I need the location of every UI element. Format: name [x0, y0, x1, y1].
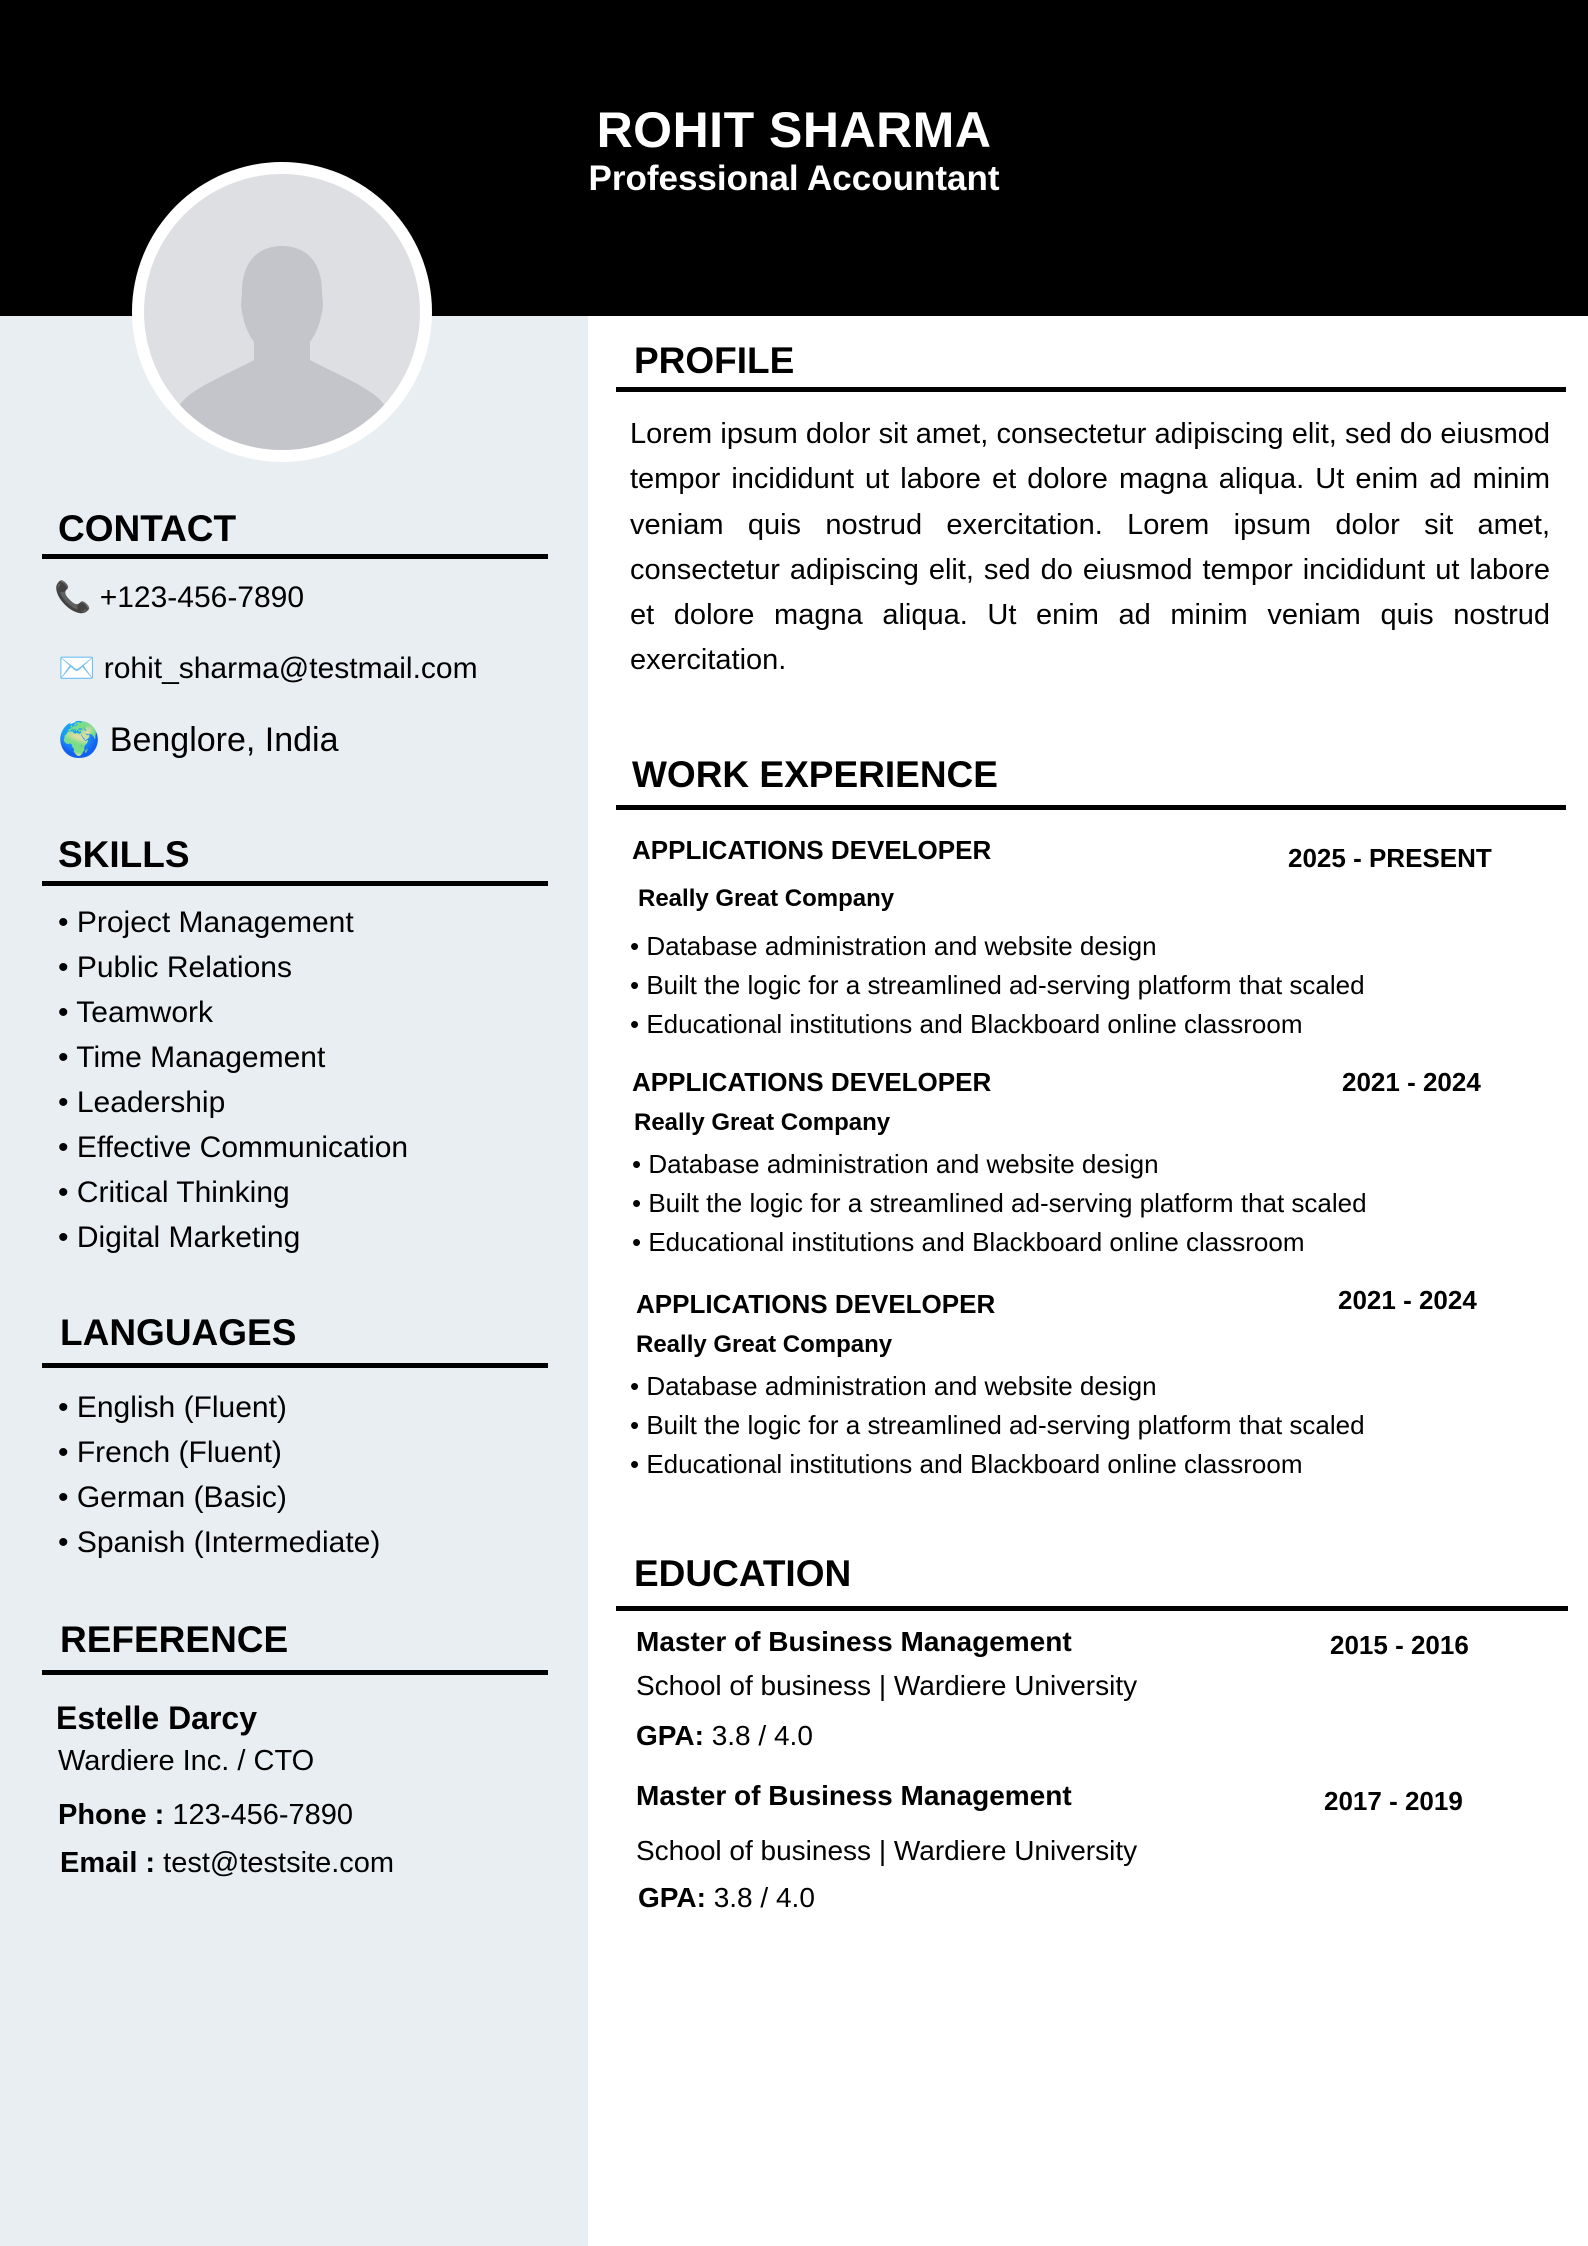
skill-item: • Teamwork — [58, 996, 213, 1029]
job-bullet: • Database administration and website design — [632, 1149, 1159, 1179]
job-dates: 2025 - PRESENT — [1288, 843, 1492, 873]
edu-gpa-label: GPA: — [636, 1720, 704, 1751]
profile-heading: PROFILE — [634, 340, 795, 381]
skill-item: • Critical Thinking — [58, 1176, 290, 1209]
job-title: APPLICATIONS DEVELOPER — [636, 1289, 996, 1319]
profile-text: Lorem ipsum dolor sit amet, consectetur adipiscing elit, sed do eiusmod tempor incididunt ut labore et dolore magna aliqua. Ut enim ad minim veniam quis nostrud exercitation. Lorem ipsum dolor sit amet, consectetur adipiscing elit, sed do eiusmod tempor incididunt ut labore et dolore magna aliqua. Ut enim ad minim veniam quis nostrud exercitation. — [630, 418, 1550, 677]
job-bullet: • Educational institutions and Blackboard online classroom — [630, 1449, 1303, 1479]
work-divider — [616, 805, 1566, 810]
contact-heading: CONTACT — [58, 508, 237, 549]
edu-degree: Master of Business Management — [636, 1780, 1072, 1811]
language-item: • French (Fluent) — [58, 1436, 282, 1469]
skills-divider — [42, 881, 548, 886]
job-bullet: • Built the logic for a streamlined ad-serving platform that scaled — [630, 970, 1365, 1000]
job-title: APPLICATIONS DEVELOPER — [632, 1067, 992, 1097]
contact-location: Benglore, India — [109, 721, 339, 759]
skills-heading: SKILLS — [58, 834, 190, 875]
reference-email-label: Email : — [60, 1847, 156, 1879]
edu-gpa-label: GPA: — [638, 1882, 706, 1913]
edu-gpa-row — [636, 1720, 813, 1752]
avatar — [132, 162, 432, 462]
contact-email[interactable]: rohit_sharma@testmail.com — [103, 652, 478, 685]
edu-school: School of business | Wardiere University — [636, 1835, 1138, 1866]
skill-item: • Public Relations — [58, 951, 292, 984]
edu-dates: 2017 - 2019 — [1324, 1786, 1463, 1816]
job-bullet: • Database administration and website design — [630, 1371, 1157, 1401]
job-company: Really Great Company — [634, 1109, 891, 1136]
person-silhouette-icon — [144, 174, 420, 450]
skill-item: • Leadership — [58, 1086, 226, 1119]
language-item: • Spanish (Intermediate) — [58, 1526, 381, 1559]
job-title: APPLICATIONS DEVELOPER — [632, 835, 992, 865]
language-item: • English (Fluent) — [58, 1391, 287, 1424]
job-company: Really Great Company — [636, 1331, 893, 1358]
job-bullet: • Built the logic for a streamlined ad-serving platform that scaled — [630, 1410, 1365, 1440]
languages-divider — [42, 1363, 548, 1368]
candidate-name: ROHIT SHARMA — [596, 102, 992, 158]
candidate-title: Professional Accountant — [588, 159, 1000, 198]
work-heading: WORK EXPERIENCE — [632, 754, 998, 795]
edu-school: School of business | Wardiere University — [636, 1670, 1138, 1701]
education-divider — [616, 1606, 1568, 1611]
edu-degree: Master of Business Management — [636, 1626, 1072, 1657]
globe-icon: 🌍 — [58, 721, 101, 759]
contact-email-row — [58, 651, 478, 686]
reference-phone-row — [58, 1799, 353, 1832]
job-bullet: • Educational institutions and Blackboard online classroom — [632, 1227, 1305, 1257]
reference-heading: REFERENCE — [60, 1619, 289, 1660]
reference-email-row — [60, 1847, 394, 1880]
reference-phone[interactable]: 123-456-7890 — [172, 1799, 354, 1831]
skill-item: • Time Management — [58, 1041, 326, 1074]
language-item: • German (Basic) — [58, 1481, 287, 1514]
job-company: Really Great Company — [638, 885, 895, 912]
skill-item: • Project Management — [58, 906, 354, 939]
contact-phone-row — [54, 580, 304, 615]
profile-divider — [616, 387, 1566, 392]
edu-gpa: 3.8 / 4.0 — [711, 1720, 813, 1751]
skill-item: • Digital Marketing — [58, 1221, 301, 1254]
contact-location-row — [58, 720, 339, 760]
edu-dates: 2015 - 2016 — [1330, 1630, 1469, 1660]
contact-phone[interactable]: +123-456-7890 — [99, 581, 305, 614]
edu-gpa: 3.8 / 4.0 — [713, 1882, 815, 1913]
contact-divider — [42, 554, 548, 559]
reference-phone-label: Phone : — [58, 1799, 165, 1831]
reference-email[interactable]: test@testsite.com — [163, 1847, 395, 1879]
languages-heading: LANGUAGES — [60, 1312, 297, 1353]
education-heading: EDUCATION — [634, 1553, 852, 1594]
job-dates: 2021 - 2024 — [1342, 1067, 1481, 1097]
job-bullet: • Built the logic for a streamlined ad-serving platform that scaled — [632, 1188, 1367, 1218]
mail-icon: ✉️ — [58, 652, 96, 685]
phone-icon: 📞 — [54, 581, 92, 614]
reference-divider — [42, 1670, 548, 1675]
reference-org: Wardiere Inc. / CTO — [58, 1745, 315, 1777]
job-bullet: • Database administration and website design — [630, 931, 1157, 961]
job-bullet: • Educational institutions and Blackboard online classroom — [630, 1009, 1303, 1039]
skill-item: • Effective Communication — [58, 1131, 409, 1164]
reference-name: Estelle Darcy — [56, 1700, 258, 1736]
job-dates: 2021 - 2024 — [1338, 1285, 1477, 1315]
edu-gpa-row — [638, 1882, 815, 1914]
